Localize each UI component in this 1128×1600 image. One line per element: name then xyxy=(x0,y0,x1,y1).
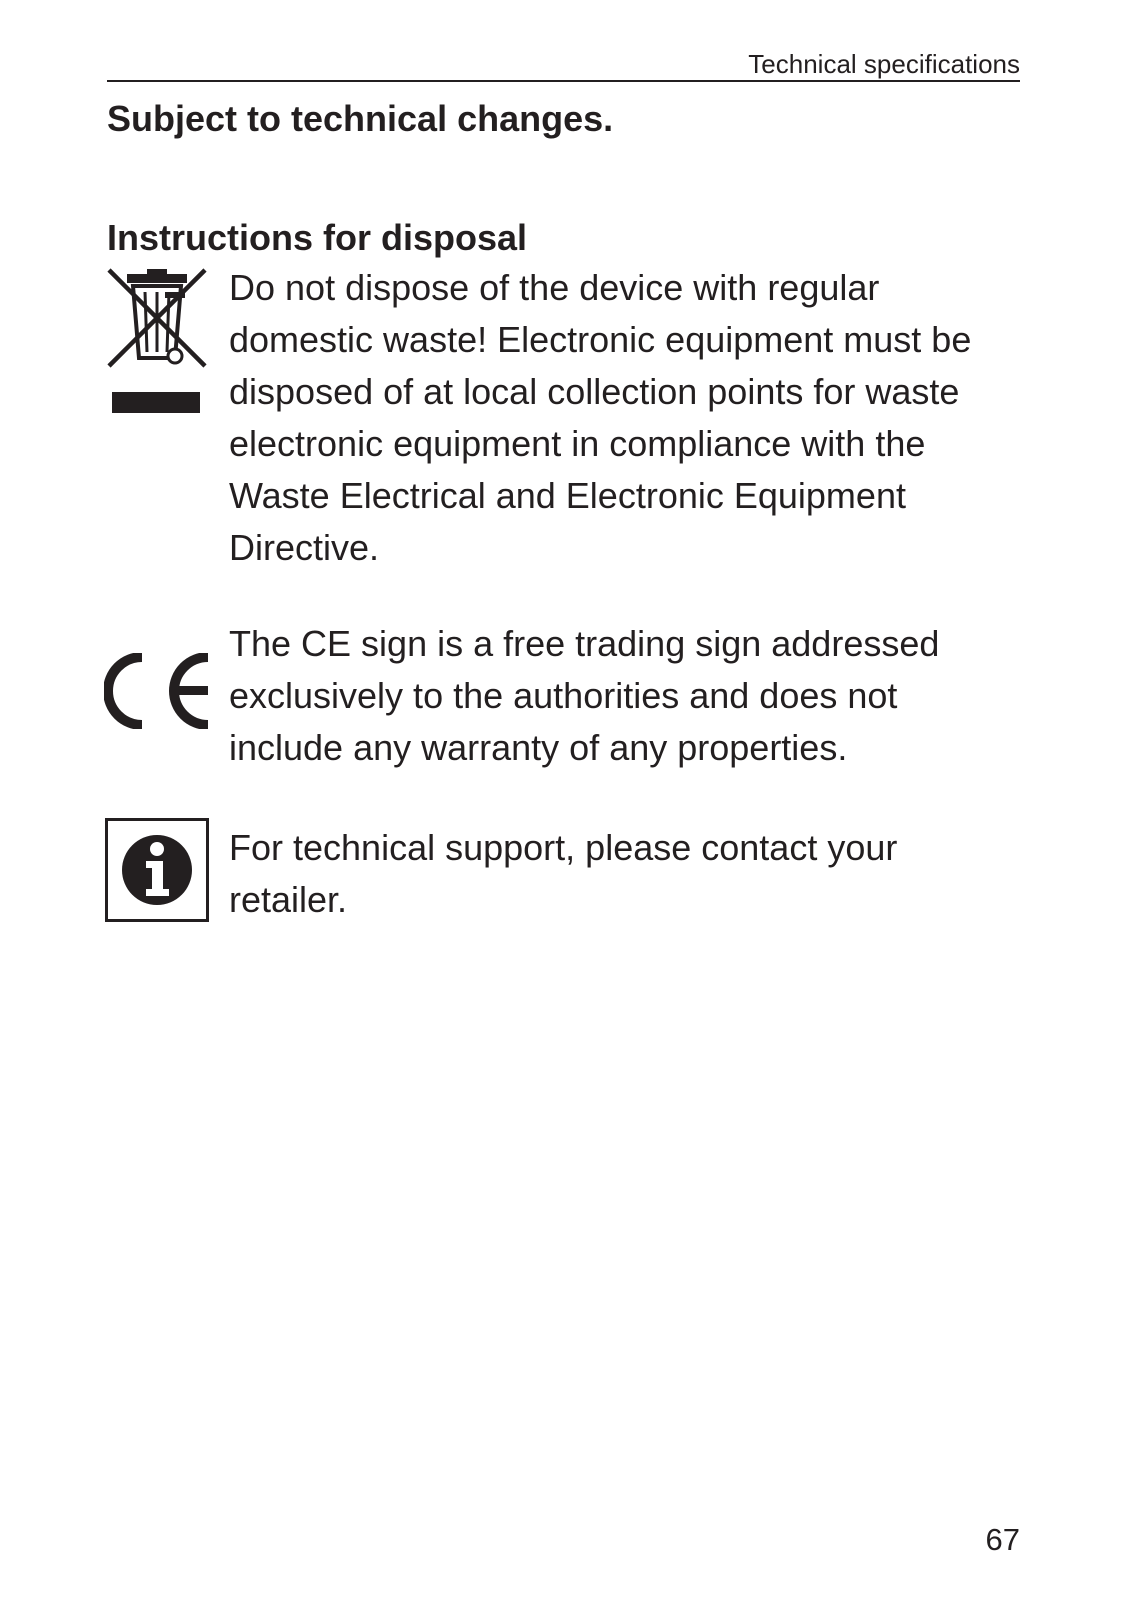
weee-crossed-out-bin-icon xyxy=(105,266,209,418)
ce-mark-icon xyxy=(104,653,212,729)
info-icon xyxy=(105,818,209,922)
page-number: 67 xyxy=(985,1522,1020,1557)
disposal-heading: Instructions for disposal xyxy=(107,217,528,258)
running-header xyxy=(107,48,1020,82)
support-text: For technical support, please contact your retailer. xyxy=(229,827,898,920)
ce-text: The CE sign is a free trading sign addressed exclusively to the authorities and does not include any warranty of any properties. xyxy=(229,623,940,768)
section-title: Technical specifications xyxy=(748,49,1020,79)
disposal-text: Do not dispose of the device with regular domestic waste! Electronic equipment must be disposed of at local collection points for waste electronic equipment in compliance with the Waste Electrical and Electronic Equipment Directive. xyxy=(229,267,972,568)
technical-changes-notice: Subject to technical changes. xyxy=(107,98,614,139)
